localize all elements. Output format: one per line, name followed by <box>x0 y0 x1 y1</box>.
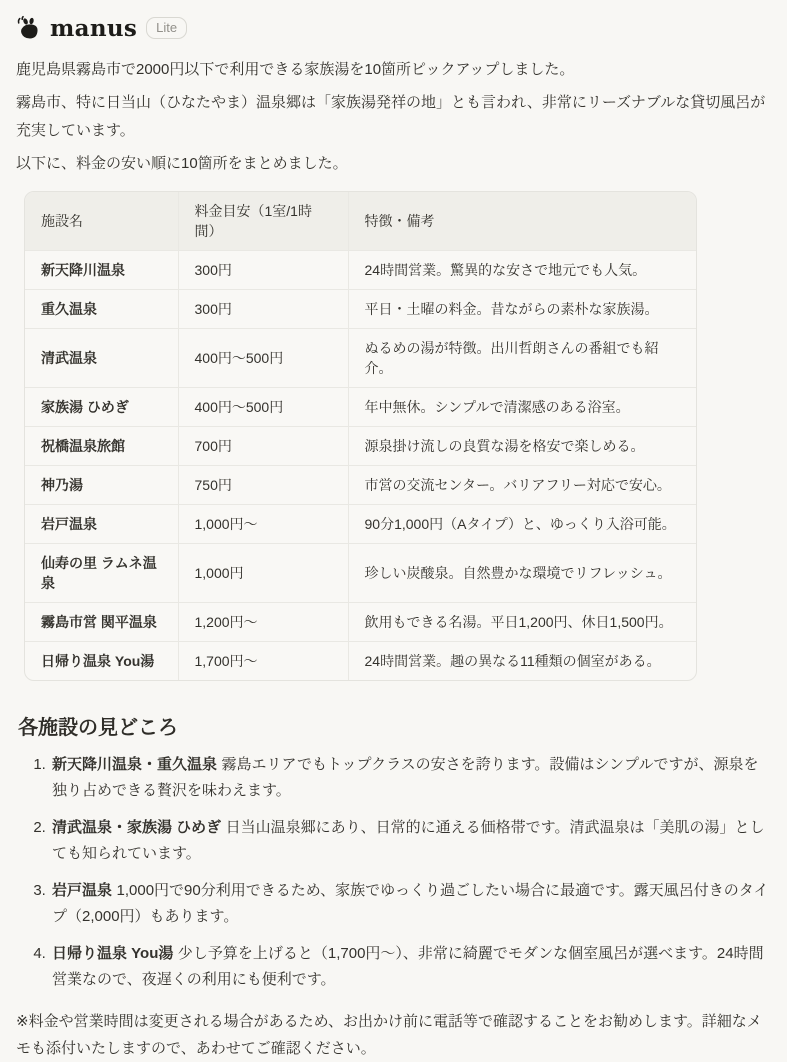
table-header-row <box>25 192 696 251</box>
table-row <box>25 251 696 290</box>
list-item <box>50 815 771 867</box>
app-header <box>16 12 771 44</box>
intro-paragraph: 鹿児島県霧島市で2000円以下で利用できる家族湯を10箇所ピックアップしました。 <box>16 61 575 78</box>
facility-name-cell: 重久温泉 <box>25 290 178 329</box>
intro-paragraph: 霧島市、特に日当山（ひなたやま）温泉郷は「家族湯発祥の地」とも言われ、非常にリーズナブルな貸切風呂が充実しています。 <box>16 94 766 139</box>
highlight-description: 1,000円で90分利用できるため、家族でゆっくり過ごしたい場合に最適です。露天風呂付きのタイプ（2,000円）もあります。 <box>52 882 769 925</box>
table-row <box>25 642 696 681</box>
price-cell: 1,700円～ <box>178 642 348 681</box>
note-cell: 24時間営業。驚異的な安さで地元でも人気。 <box>348 251 696 290</box>
facility-name-cell: 日帰り温泉 You湯 <box>25 642 178 681</box>
table-row <box>25 466 696 505</box>
logo-wordmark: manus <box>50 14 138 42</box>
note-cell: 源泉掛け流しの良質な湯を格安で楽しめる。 <box>348 427 696 466</box>
highlight-facility-name: 新天降川温泉・重久温泉 <box>52 756 218 773</box>
table-row <box>25 290 696 329</box>
facility-name-cell: 祝橋温泉旅館 <box>25 427 178 466</box>
highlights-list <box>16 752 771 993</box>
highlight-description: 霧島エリアでもトップクラスの安さを誇ります。設備はシンプルですが、源泉を独り占めできる贅沢を味わえます。 <box>52 756 759 799</box>
highlight-facility-name: 岩戸温泉 <box>52 882 113 899</box>
price-cell: 1,000円～ <box>178 505 348 544</box>
note-cell: 平日・土曜の料金。昔ながらの素朴な家族湯。 <box>348 290 696 329</box>
note-cell: 珍しい炭酸泉。自然豊かな環境でリフレッシュ。 <box>348 544 696 603</box>
column-header-facility: 施設名 <box>25 192 178 251</box>
price-cell: 400円～500円 <box>178 329 348 388</box>
facility-name-cell: 岩戸温泉 <box>25 505 178 544</box>
manus-logo[interactable] <box>16 15 137 42</box>
highlight-description: 少し予算を上げると（1,700円～）、非常に綺麗でモダンな個室風呂が選べます。24時間営業なので、夜遅くの利用にも便利です。 <box>52 945 764 988</box>
onsen-price-table <box>24 191 697 681</box>
price-cell: 300円 <box>178 290 348 329</box>
note-cell: 年中無休。シンプルで清潔感のある浴室。 <box>348 388 696 427</box>
table-row <box>25 427 696 466</box>
note-cell: ぬるめの湯が特徴。出川哲朗さんの番組でも紹介。 <box>348 329 696 388</box>
price-cell: 1,000円 <box>178 544 348 603</box>
note-cell: 市営の交流センター。バリアフリー対応で安心。 <box>348 466 696 505</box>
column-header-price: 料金目安（1室/1時間） <box>178 192 348 251</box>
intro-paragraph: 以下に、料金の安い順に10箇所をまとめました。 <box>16 155 348 172</box>
highlight-description: 日当山温泉郷にあり、日常的に通える価格帯です。清武温泉は「美肌の湯」としても知られています。 <box>52 819 765 862</box>
price-cell: 750円 <box>178 466 348 505</box>
table-row <box>25 603 696 642</box>
table-row <box>25 544 696 603</box>
note-cell: 24時間営業。趣の異なる11種類の個室がある。 <box>348 642 696 681</box>
list-item <box>50 878 771 930</box>
list-item <box>50 941 771 993</box>
highlight-facility-name: 日帰り温泉 You湯 <box>52 945 174 962</box>
footer-note: ※料金や営業時間は変更される場合があるため、お出かけ前に電話等で確認することをお勧めします。詳細なメモも添付いたしますので、あわせてご確認ください。 <box>16 1013 762 1057</box>
manus-logo-icon <box>16 15 43 42</box>
facility-name-cell: 新天降川温泉 <box>25 251 178 290</box>
note-cell: 90分1,000円（Aタイプ）と、ゆっくり入浴可能。 <box>348 505 696 544</box>
table-row <box>25 505 696 544</box>
facility-name-cell: 清武温泉 <box>25 329 178 388</box>
price-cell: 1,200円～ <box>178 603 348 642</box>
note-cell: 飲用もできる名湯。平日1,200円、休日1,500円。 <box>348 603 696 642</box>
table-row <box>25 388 696 427</box>
price-cell: 400円～500円 <box>178 388 348 427</box>
price-cell: 700円 <box>178 427 348 466</box>
facility-name-cell: 神乃湯 <box>25 466 178 505</box>
facility-name-cell: 霧島市営 関平温泉 <box>25 603 178 642</box>
price-cell: 300円 <box>178 251 348 290</box>
facility-name-cell: 仙寿の里 ラムネ温泉 <box>25 544 178 603</box>
section-title-highlights: 各施設の見どころ <box>18 717 178 739</box>
list-item <box>50 752 771 804</box>
facility-name-cell: 家族湯 ひめぎ <box>25 388 178 427</box>
column-header-notes: 特徴・備考 <box>348 192 696 251</box>
intro-text <box>16 56 771 178</box>
lite-badge: Lite <box>146 17 187 40</box>
table-row <box>25 329 696 388</box>
highlight-facility-name: 清武温泉・家族湯 ひめぎ <box>52 819 222 836</box>
